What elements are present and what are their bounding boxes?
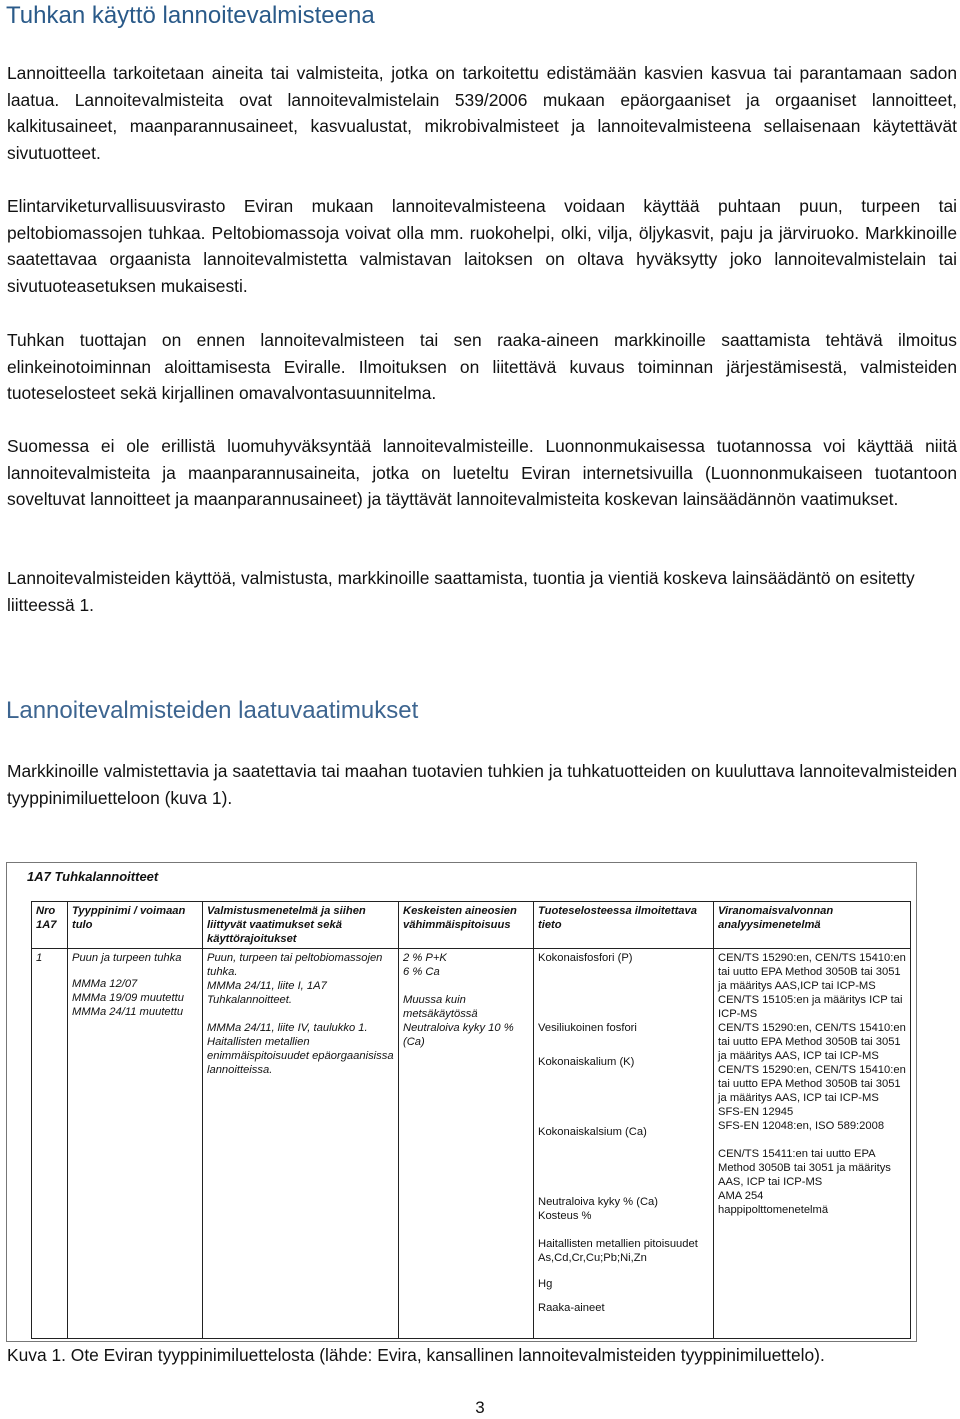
header-nro: Nro 1A7 <box>32 902 68 949</box>
paragraph-type-list: Markkinoille valmistettavia ja saatettavia tai maahan tuotavien tuhkien ja tuhkatuotteiden on kuuluttava lannoitevalmisteiden tyyppinimiluetteloon (kuva 1). <box>7 761 957 808</box>
cell-tyyppinimi <box>68 949 203 1339</box>
paragraph-evira-ash: Elintarviketurvallisuusvirasto Eviran mukaan lannoitevalmisteena voidaan käyttää puhtaan puun, turpeen tai peltobiomassojen tuhkaa. Peltobiomassoja voivat olla mm. ruokohelpi, olki, vilja, öljykasvit, paju ja järviruoko. Markkinoille saatettavaa orgaanista lannoitevalmistetta valmistavan laitoksen on oltava hyväksytty joko lannoitevalmistelain tai sivutuoteasetuksen mukaisesti. <box>7 196 957 296</box>
viranomais-1: CEN/TS 15290:en, CEN/TS 15410:en tai uutto EPA Method 3050B tai 3051 ja määritys AAS,ICP tai ICP-MS <box>718 952 906 992</box>
viranomais-4: tai uutto EPA Method 3050B tai 3051 ja määritys AAS, ICP tai ICP-MS <box>718 1036 901 1062</box>
paragraph-producer-notice: Tuhkan tuottajan on ennen lannoitevalmisteen tai sen raaka-aineen markkinoille saattamista tehtävä ilmoitus elinkeinotoiminnan aloittamisesta Eviralle. Ilmoituksen on liitettävä kuvaus toiminnan järjestämisestä, valmisteiden tuoteselosteet sekä kirjallinen omavalvontasuunnitelma. <box>7 330 957 404</box>
header-valmistus: Valmistusmenetelmä ja siihen liittyvät vaatimukset sekä käyttörajoitukset <box>203 902 399 949</box>
header-viranomais: Viranomaisvalvonnan analyysimenetelmä <box>714 902 911 949</box>
tyyppinimi-ref-2: MMMa 19/09 muutettu <box>72 992 184 1004</box>
aineosat-4: Neutraloiva kyky 10 % <box>403 1022 514 1034</box>
header-aineosat: Keskeisten aineosien vähimmäispitoisuus <box>399 902 534 949</box>
viranomais-6: tai uutto EPA Method 3050B tai 3051 ja määritys AAS, ICP tai ICP-MS <box>718 1078 901 1104</box>
viranomais-10: AMA 254 <box>718 1190 764 1202</box>
cell-nro: 1 <box>32 949 68 1339</box>
seloste-10: Raaka-aineet <box>538 1302 605 1314</box>
page-number: 3 <box>475 1398 485 1417</box>
heading-quality-requirements: Lannoitevalmisteiden laatuvaatimukset <box>6 697 419 724</box>
seloste-5: Neutraloiva kyky % (Ca) <box>538 1196 658 1208</box>
paragraph-organic-approval: Suomessa ei ole erillistä luomuhyväksyntää lannoitevalmisteille. Luonnonmukaisessa tuotannossa voi käyttää niitä lannoitevalmisteita ja maanparannusaineita, jotka on lueteltu Eviran internetsivuilla (Luonnonmukaiseen tuotantoon soveltuvat lannoitteet ja maanparannusaineet) ja täyttävät lannoitevalmisteita koskevan lainsäädännön vaatimukset. <box>7 436 957 510</box>
type-list-table <box>31 901 911 1339</box>
cell-valmistus <box>203 949 399 1339</box>
viranomais-9: CEN/TS 15411:en tai uutto EPA Method 3050B tai 3051 ja määritys AAS, ICP tai ICP-MS <box>718 1148 891 1188</box>
cell-seloste <box>534 949 714 1339</box>
header-tyyppinimi: Tyyppinimi / voimaan tulo <box>68 902 203 949</box>
aineosat-1: 2 % P+K <box>403 952 447 964</box>
figure-type-list-excerpt <box>6 862 917 1342</box>
valmistus-2: MMMa 24/11, liite I, 1A7 Tuhkalannoitteet. <box>207 980 327 1006</box>
header-seloste: Tuoteselosteessa ilmoitettava tieto <box>534 902 714 949</box>
cell-aineosat <box>399 949 534 1339</box>
tyyppinimi-ref-1: MMMa 12/07 <box>72 978 138 990</box>
heading-ash-use: Tuhkan käyttö lannoitevalmisteena <box>6 2 375 29</box>
viranomais-7: SFS-EN 12945 <box>718 1106 794 1118</box>
seloste-8: As,Cd,Cr,Cu;Pb;Ni,Zn <box>538 1252 647 1264</box>
table-header-row <box>32 902 911 949</box>
seloste-4: Kokonaiskalsium (Ca) <box>538 1126 647 1138</box>
seloste-6: Kosteus % <box>538 1210 592 1222</box>
valmistus-1: Puun, turpeen tai peltobiomassojen tuhka. <box>207 952 383 978</box>
aineosat-5: (Ca) <box>403 1036 425 1048</box>
figure-caption: Kuva 1. Ote Eviran tyyppinimiluettelosta (lähde: Evira, kansallinen lannoitevalmisteiden tyyppinimiluettelo). <box>7 1345 825 1365</box>
paragraph-fertilizer-definition: Lannoitteella tarkoitetaan aineita tai valmisteita, jotka on tarkoitettu edistämään kasvien kasvua tai parantamaan sadon laatua. Lannoitevalmisteita ovat lannoitevalmistelain 539/2006 mukaan epäorgaaniset ja orgaaniset lannoitteet, kalkitusaineet, maanparannusaineet, kasvualustat, mikrobivalmisteet ja lannoitevalmisteena sellaisenaan käytettävät sivutuotteet. <box>7 63 957 163</box>
valmistus-3: MMMa 24/11, liite IV, taulukko 1. <box>207 1022 368 1034</box>
viranomais-2: CEN/TS 15105:en ja määritys ICP tai ICP-MS <box>718 994 903 1020</box>
table-row <box>32 949 911 1339</box>
seloste-9: Hg <box>538 1278 553 1290</box>
seloste-1: Kokonaisfosfori (P) <box>538 952 633 964</box>
tyyppinimi-name: Puun ja turpeen tuhka <box>72 952 182 964</box>
viranomais-3: CEN/TS 15290:en, CEN/TS 15410:en <box>718 1022 906 1034</box>
tyyppinimi-ref-3: MMMa 24/11 muutettu <box>72 1006 184 1018</box>
valmistus-4: Haitallisten metallien enimmäispitoisuudet epäorgaanisissa lannoitteissa. <box>207 1036 394 1076</box>
figure-title: 1A7 Tuhkalannoitteet <box>27 869 159 884</box>
aineosat-2: 6 % Ca <box>403 966 440 978</box>
viranomais-5: CEN/TS 15290:en, CEN/TS 15410:en <box>718 1064 906 1076</box>
paragraph-legislation-ref: Lannoitevalmisteiden käyttöä, valmistusta, markkinoille saattamista, tuontia ja vientiä koskeva lainsäädäntö on esitetty liitteessä 1. <box>7 568 915 615</box>
seloste-2: Vesiliukoinen fosfori <box>538 1022 637 1034</box>
viranomais-11: happipolttomenetelmä <box>718 1204 829 1216</box>
seloste-7: Haitallisten metallien pitoisuudet <box>538 1238 698 1250</box>
aineosat-3: Muussa kuin metsäkäytössä <box>403 994 478 1020</box>
seloste-3: Kokonaiskalium (K) <box>538 1056 635 1068</box>
viranomais-8: SFS-EN 12048:en, ISO 589:2008 <box>718 1120 885 1132</box>
cell-viranomais <box>714 949 911 1339</box>
